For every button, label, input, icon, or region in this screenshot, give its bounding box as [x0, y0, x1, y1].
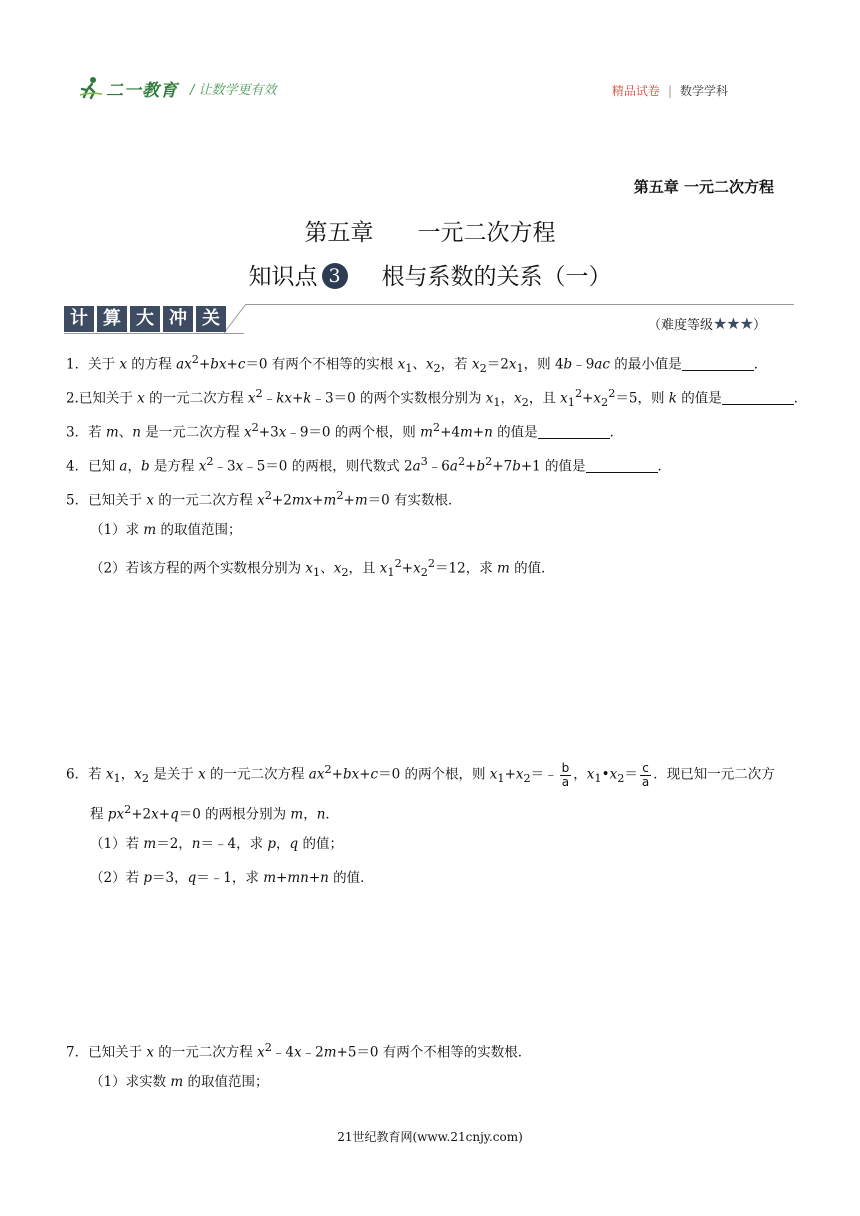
question-6-part-2: （2）若 p＝3，q＝﹣1，求 m+mn+n 的值．	[90, 870, 374, 886]
question-3: 3．若 m、n 是一元二次方程 $x^2+3x﹣9=0$ 的两个根，则 $m^2+4m+n$ 的值是 ．	[66, 421, 624, 441]
difficulty-rating: （难度等级★★★）	[647, 314, 766, 333]
question-1: 1．关于 x 的方程 $ax^2+bx+c=0$ 有两个不相等的实根 $x_1$、$x_2$，若 $x_2=2x_1$，则 4b﹣9ac 的最小值是 ．	[66, 353, 768, 376]
knowledge-number-badge: 3	[322, 263, 348, 289]
question-2: 2.已知关于 x 的一元二次方程 $x^2﹣kx+k﹣3=0$ 的两个实数根分别为 $x_1$，$x_2$，且 $x_1^2+x_2^2=5$，则 k 的值是 ．	[66, 387, 808, 410]
star-icon: ★★★	[712, 314, 753, 333]
question-7-part-1: （1）求实数 m 的取值范围；	[90, 1074, 269, 1090]
question-7: 7．已知关于 x 的一元二次方程 $x^2﹣4x﹣2m+5=0$ 有两个不相等的实数根．	[66, 1041, 532, 1061]
question-6: 6．若 $x_1$，$x_2$ 是关于 x 的一元二次方程 $ax^2+bx+c=0$ 的两个根，则 $x_1+x_2=﹣$ $\frac{b}{a}$ ，$x_1•x_2=$ $\frac{c}{a}$ ．现已知一元二次方	[66, 760, 775, 789]
logo-slogan: / 让数学更有效	[190, 82, 277, 98]
logo-text: 二一教育	[106, 80, 178, 101]
page-subtitle: 知识点 3 根与系数的关系（一）	[248, 264, 612, 290]
page-footer: 21世纪教育网(www.21cnjy.com)	[337, 1130, 523, 1144]
question-4: 4．已知 a，b 是方程 $x^2﹣3x﹣5=0$ 的两根，则代数式 $2a^3﹣6a^2+b^2+7b+1$ 的值是 ．	[66, 455, 672, 475]
page-title: 第五章 一元二次方程	[304, 220, 556, 246]
banner-underline	[64, 333, 244, 334]
question-5-part-1: （1）求 m 的取值范围；	[90, 522, 242, 538]
question-6-cont: 程 $px^2+2x+q=0$ 的两根分别为 m，n．	[90, 803, 339, 823]
header-subject: 精品试卷 | 数学学科	[611, 84, 728, 98]
banner-rule	[246, 304, 794, 305]
brand-logo	[78, 74, 277, 102]
question-5-part-2: （2）若该方程的两个实数根分别为 $x_1$、$x_2$，且 $x_1^2+x_2^2=12$，求 m 的值．	[90, 557, 555, 580]
chapter-tag: 第五章 一元二次方程	[633, 178, 774, 196]
question-5: 5．已知关于 x 的一元二次方程 $x^2+2mx+m^2+m=0$ 有实数根．	[66, 489, 462, 509]
runner-icon	[78, 75, 104, 101]
section-banner: 计 算 大 冲 关	[64, 306, 229, 332]
question-6-part-1: （1）若 m＝2，n＝﹣4，求 p，q 的值；	[90, 836, 343, 852]
